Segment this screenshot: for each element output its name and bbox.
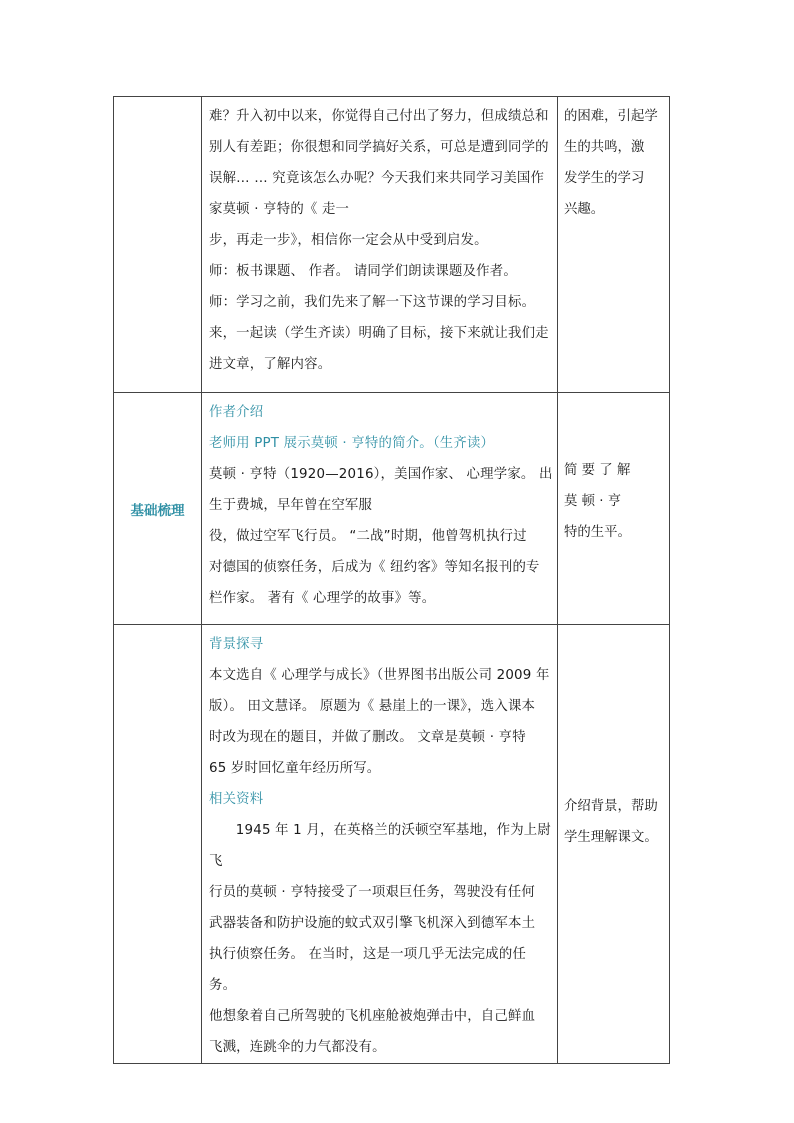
content-line: 本文选自《 心理学与成长》（世界图书出版公司 2009 年 (209, 668, 550, 683)
table-row (114, 393, 670, 625)
notes-cell (558, 393, 670, 625)
content-line: 步，再走一步》，相信你一定会从中受到启发。 (209, 233, 488, 248)
section-subheading: 老师用 PPT 展示莫顿 · 亨特的简介。（生齐读） (209, 436, 495, 451)
content-line: 家莫顿 · 亨特的《 走一 (209, 202, 350, 217)
content-line: 版）。 田文慧译。 原题为《 悬崖上的一课》，选入课本 (209, 699, 536, 714)
table-row (114, 97, 670, 393)
content-line: 对德国的侦察任务，后成为《 纽约客》等知名报刊的专 (209, 560, 540, 575)
content-line: 栏作家。 著有《 心理学的故事》等。 (209, 591, 436, 606)
content-line: 武器装备和防护设施的蚊式双引擎飞机深入到德军本土 (209, 916, 536, 931)
note-line: 兴趣。 (564, 202, 605, 217)
note-line: 莫 顿 · 亨 (564, 494, 622, 509)
content-line: 莫顿 · 亨特（1920—2016），美国作家、 心理学家。 出 (209, 467, 553, 482)
section-heading: 作者介绍 (209, 405, 264, 420)
content-line: 65 岁时回忆童年经历所写。 (209, 761, 381, 776)
notes-cell (558, 625, 670, 1064)
note-line: 发学生的学习 (564, 171, 645, 186)
content-line: 行员的莫顿 · 亨特接受了一项艰巨任务，驾驶没有任何 (209, 885, 535, 900)
stage-cell (114, 625, 202, 1064)
note-line: 学生理解课文。 (564, 830, 658, 845)
content-line: 生于费城，早年曾在空军服 (209, 498, 373, 513)
table-row (114, 625, 670, 1064)
content-line: 别人有差距；你很想和同学搞好关系，可总是遭到同学的 (209, 140, 549, 155)
lesson-plan-table (113, 96, 670, 1064)
content-line: 误解… … 究竟该怎么办呢？今天我们来共同学习美国作 (209, 171, 545, 186)
content-line: 执行侦察任务。 在当时，这是一项几乎无法完成的任务。 (209, 947, 527, 993)
note-line: 的困难，引起学 (564, 109, 658, 124)
note-line: 生的共鸣，激 (564, 140, 645, 155)
content-line: 1945 年 1 月，在英格兰的沃顿空军基地，作为上尉飞 (209, 823, 551, 869)
content-line: 时改为现在的题目，并做了删改。 文章是莫顿 · 亨特 (209, 730, 526, 745)
content-line: 师：学习之前，我们先来了解一下这节课的学习目标。 (209, 295, 536, 310)
stage-cell (114, 97, 202, 393)
note-line: 介绍背景，帮助 (564, 799, 658, 814)
content-cell (202, 97, 558, 393)
content-line: 难？升入初中以来，你觉得自己付出了努力，但成绩总和 (209, 109, 549, 124)
content-line: 来，一起读（学生齐读）明确了目标，接下来就让我们走 (209, 326, 549, 341)
content-cell (202, 625, 558, 1064)
stage-label: 基础梳理 (130, 502, 185, 519)
content-line: 师：板书课题、 作者。 请同学们朗读课题及作者。 (209, 264, 517, 279)
content-line: 他想象着自己所驾驶的飞机座舱被炮弹击中，自己鲜血 (209, 1009, 536, 1024)
content-line: 进文章，了解内容。 (209, 357, 332, 372)
stage-cell (114, 393, 202, 625)
section-heading: 相关资料 (209, 792, 264, 807)
content-line: 役，做过空军飞行员。 “二战”时期，他曾驾机执行过 (209, 529, 527, 544)
note-line: 特的生平。 (564, 525, 631, 540)
content-cell (202, 393, 558, 625)
notes-cell (558, 97, 670, 393)
content-line: 飞溅，连跳伞的力气都没有。 (209, 1040, 386, 1055)
note-line: 简 要 了 解 (564, 463, 631, 478)
section-heading: 背景探寻 (209, 637, 264, 652)
